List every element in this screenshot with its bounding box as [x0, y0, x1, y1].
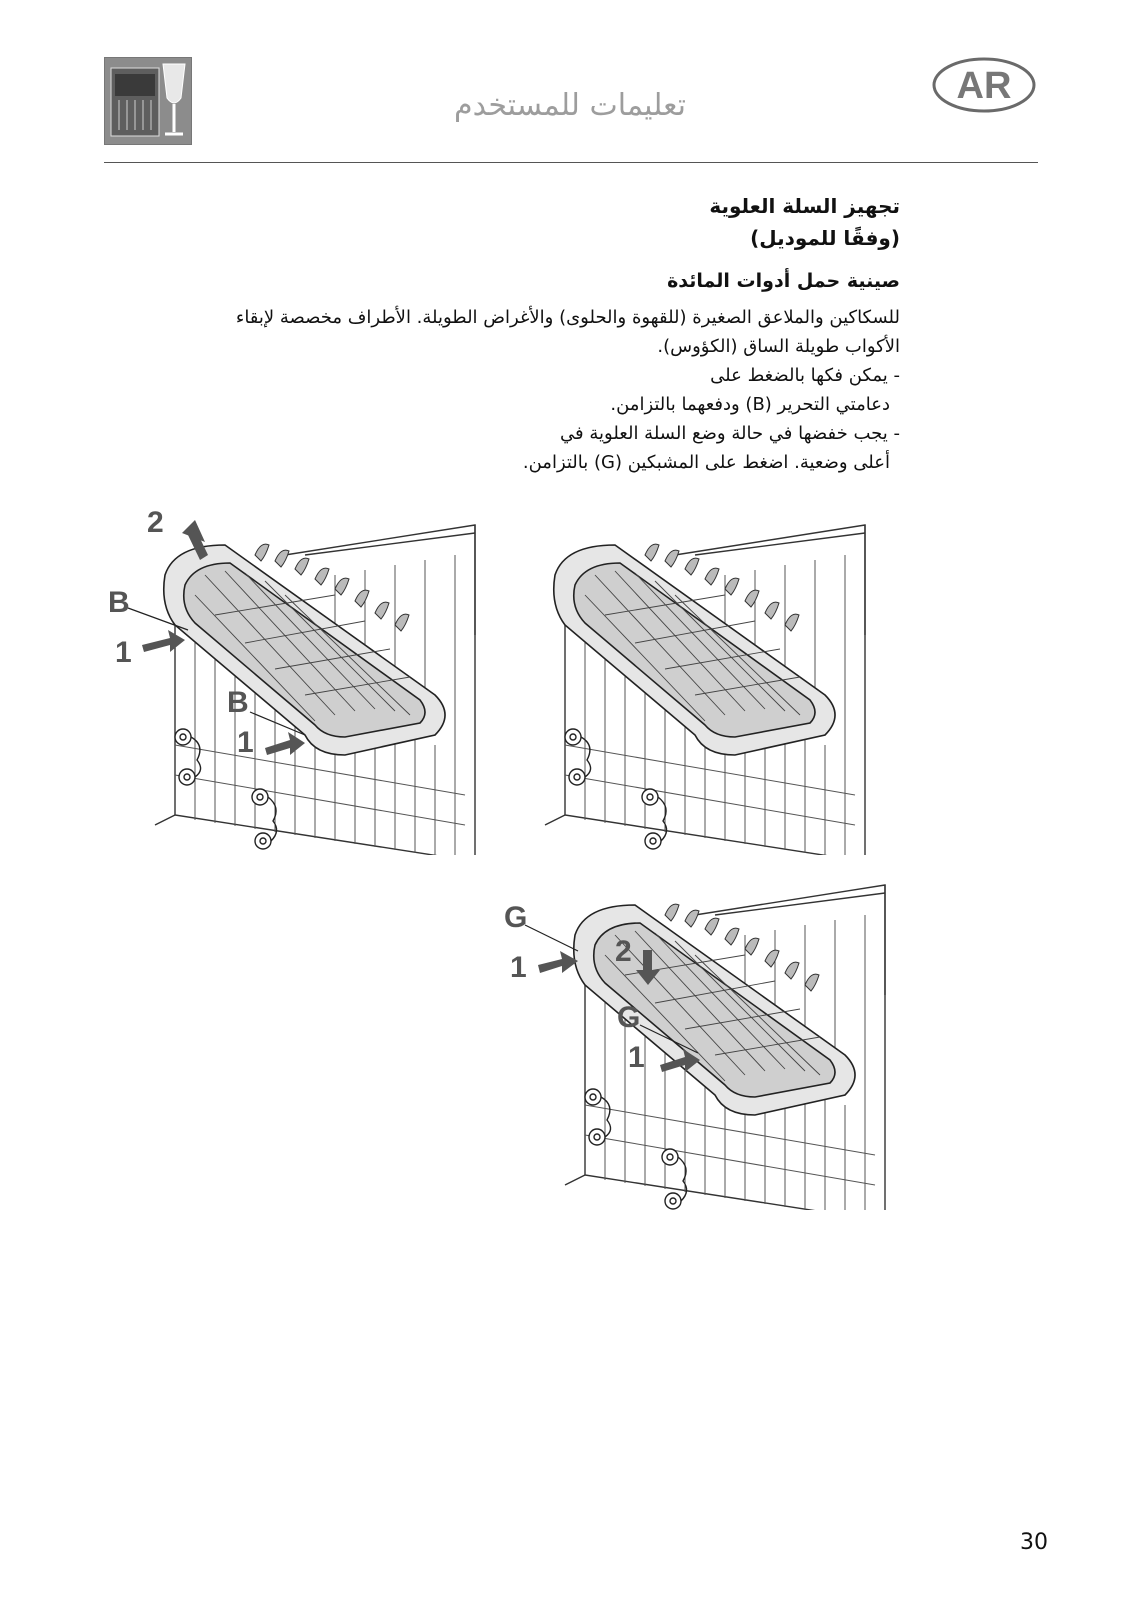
figure-release-tray: [100, 500, 490, 855]
figure-lower-tray: [500, 865, 890, 1210]
label-2: 2: [147, 506, 164, 539]
label-g: G: [617, 1001, 641, 1034]
label-b: B: [108, 586, 130, 619]
section-body: [110, 303, 900, 477]
body-line: أعلى وضعية. اضغط على المشبكين (G) بالتزامن.: [522, 452, 890, 473]
header-divider: [104, 162, 1038, 163]
page-number: 30: [1020, 1530, 1048, 1555]
section-subtitle: صينية حمل أدوات المائدة: [667, 270, 900, 292]
language-badge-text: AR: [956, 65, 1012, 107]
body-line: - يمكن فكها بالضغط على: [710, 365, 900, 386]
body-line: الأكواب طويلة الساق (الكؤوس).: [657, 336, 900, 357]
language-badge: [932, 57, 1036, 113]
label-1: 1: [237, 726, 254, 759]
section-title-line1: تجهيز السلة العلوية: [709, 194, 900, 218]
label-1: 1: [115, 636, 132, 669]
label-g: G: [504, 901, 528, 934]
body-line: دعامتي التحرير (B) ودفعهما بالتزامن.: [610, 394, 890, 415]
header-title: تعليمات للمستخدم: [454, 88, 686, 123]
body-line: للسكاكين والملاعق الصغيرة (للقهوة والحلوى) والأغراض الطويلة. الأطراف مخصصة لإبقاء: [235, 307, 900, 328]
section-title: [110, 190, 900, 254]
section-title-line2: (وفقًا للموديل): [750, 226, 900, 250]
dishwasher-logo-icon: [104, 57, 192, 145]
label-1: 1: [510, 951, 527, 984]
label-1: 1: [628, 1041, 645, 1074]
label-b: B: [227, 686, 249, 719]
figure-tray-installed: [500, 505, 880, 855]
label-2: 2: [615, 935, 632, 968]
body-line: - يجب خفضها في حالة وضع السلة العلوية في: [560, 423, 900, 444]
